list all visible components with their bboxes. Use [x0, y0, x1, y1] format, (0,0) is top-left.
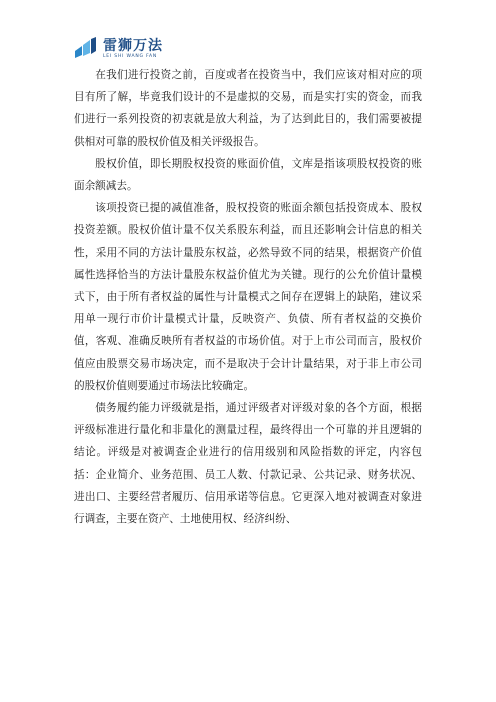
document-body — [74, 64, 422, 530]
paragraph: 股权价值，即长期股权投资的账面价值，文库是指该项股权投资的账面余额减去。 — [74, 157, 422, 193]
logo-mark-icon — [72, 36, 98, 62]
logo-name: 雷狮万法 — [103, 38, 163, 54]
paragraph: 该项投资已提的减值准备，股权投资的账面余额包括投资成本、股权投资差额。股权价值计量不仅关系股东利益，而且还影响会计信息的相关性，采用不同的方法计量股东权益，必然导致不同的结果，根据资产价值属性选择恰当的方法计量股东权益价值尤为关键。现行的公允价值计量模式下，由于所有者权益的属性与计量模式之间存在逻辑上的缺陷，建议采用单一现行市价计量模式计量，反映资产、负债、所有者权益的交换价值，客观、准确反映所有者权益的市场价值。对于上市公司而言，股权价值应由股票交易市场决定，而不是取决于会计计量结果，对于非上市公司的股权价值则要通过市场法比较确定。 — [74, 202, 422, 392]
company-logo — [72, 34, 163, 64]
paragraph: 在我们进行投资之前，百度或者在投资当中，我们应该对相对应的项目有所了解，毕竟我们设计的不是虚拟的交易，而是实打实的资金，而我们进行一系列投资的初衷就是放大利益，为了达到此目的，我们需要被提供相对可靠的股权价值及相关评级报告。 — [74, 69, 422, 148]
logo-subtitle: LEI SHI WANG FAN — [103, 54, 158, 59]
paragraph: 债务履约能力评级就是指，通过评级者对评级对象的各个方面，根据评级标准进行量化和非量化的测量过程，最终得出一个可靠的并且逻辑的结论。评级是对被调查企业进行的信用级别和风险指数的评定，内容包括：企业简介、业务范围、员工人数、付款记录、公共记录、财务状况、进出口、主要经营者履历、信用承诺等信息。它更深入地对被调查对象进行调查，主要在资产、土地使用权、经济纠纷、 — [74, 402, 422, 526]
